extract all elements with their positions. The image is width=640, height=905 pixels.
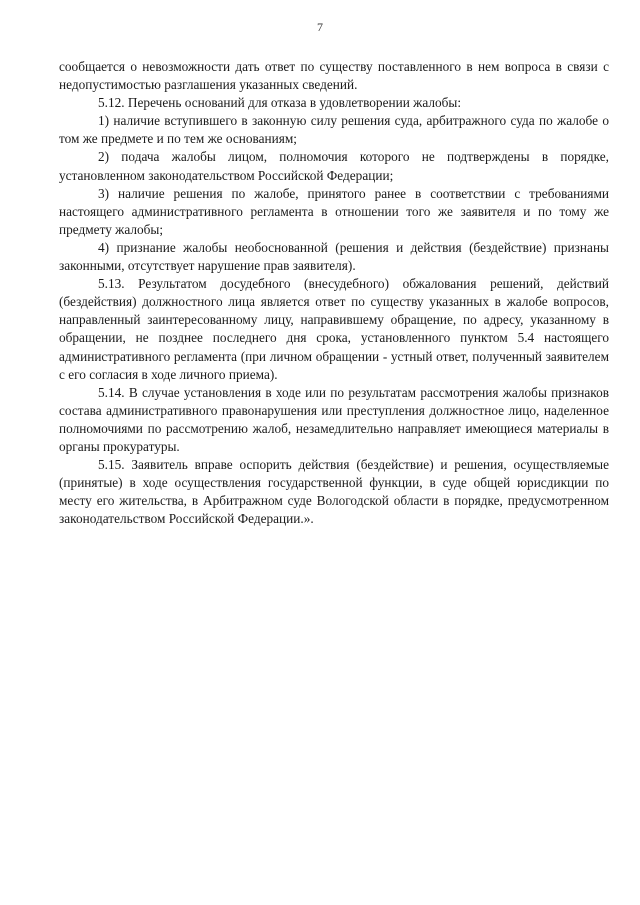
- paragraph-5-15: 5.15. Заявитель вправе оспорить действия (бездействие) и решения, осуществляемые (принятые) в ходе осуществления государственной функции, в суде общей юрисдикции по месту его жительства, в Арбитражном суде Вологодской области в порядке, предусмотренном законодательством Российской Федерации.».: [59, 457, 609, 527]
- paragraph-5-12-item-3: 3) наличие решения по жалобе, принятого ранее в соответствии с требованиями настоящего административного регламента в отношении того же заявителя и по тому же предмету жалобы;: [59, 185, 609, 237]
- paragraph-5-12-item-4: 4) признание жалобы необоснованной (решения и действия (бездействие) признаны законными, отсутствует нарушение прав заявителя).: [59, 239, 609, 274]
- paragraph-5-14: 5.14. В случае установления в ходе или по результатам рассмотрения жалобы признаков состава административного правонарушения или преступления должностное лицо, наделенное полномочиями по рассмотрению жалоб, незамедлительно направляет имеющиеся материалы в органы прокуратуры.: [59, 384, 609, 454]
- paragraph-5-12-item-2: 2) подача жалобы лицом, полномочия которого не подтверждены в порядке, установленном законодательством Российской Федерации;: [59, 149, 609, 183]
- paragraph-5-12-item-1: 1) наличие вступившего в законную силу решения суда, арбитражного суда по жалобе о том же предмете и по тем же основаниям;: [59, 113, 609, 147]
- page-number: 7: [317, 20, 323, 34]
- paragraph-continuation: сообщается о невозможности дать ответ по существу поставленного в нем вопроса в связи с недопустимостью разглашения указанных сведений.: [59, 59, 609, 93]
- paragraph-5-12: 5.12. Перечень оснований для отказа в удовлетворении жалобы:: [98, 95, 462, 111]
- paragraph-5-13: 5.13. Результатом досудебного (внесудебного) обжалования решений, действий (бездействия) должностного лица является ответ по существу указанных в жалобе вопросов, направленный заинтересованному лицу, направившему обращение, по адресу, указанному в обращении, не позднее последнего дня срока, установленного пунктом 5.4 настоящего административного регламента (при личном обращении - устный ответ, полученный заявителем с его согласия в ходе личного приема).: [59, 276, 609, 382]
- document-body: [59, 58, 609, 528]
